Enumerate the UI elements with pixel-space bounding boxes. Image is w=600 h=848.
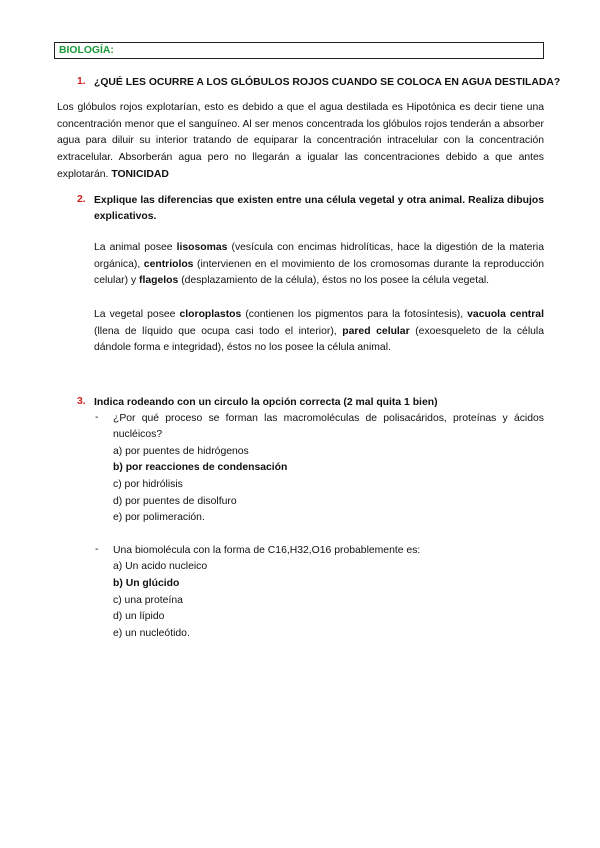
q2-animal-term-lisosomas: lisosomas: [176, 242, 228, 253]
q3-item1-dash: -: [95, 412, 99, 423]
q2-animal-paragraph: [94, 240, 544, 290]
q3-item2-question: Una biomolécula con la forma de C16,H32,O16 probablemente es:: [113, 545, 421, 556]
q2-vegetal-text-3: (llena de líquido que ocupa casi todo el interior),: [94, 325, 343, 337]
q3-item1-option-c[interactable]: c) por hidrólisis: [113, 479, 183, 490]
q2-title: Explique las diferencias que existen entre una célula vegetal y otra animal. Realiza dibujos explicativos.: [94, 195, 544, 222]
q3-item1-option-b[interactable]: b) por reacciones de condensación: [113, 462, 288, 473]
q2-vegetal-text-2: (contienen los pigmentos para la fotosíntesis),: [241, 309, 468, 320]
q3-item2-option-e[interactable]: e) un nucleótido.: [113, 628, 190, 639]
subject-title: BIOLOGÍA:: [59, 45, 114, 56]
q2-vegetal-text-4: (exoesqueleto de la célula dándole forma e integridad), éstos no los posee la célula animal.: [94, 325, 544, 354]
q2-vegetal-paragraph: [94, 307, 544, 357]
q3-item2-dash: -: [95, 544, 99, 555]
q3-item1-option-e[interactable]: e) por polimeración.: [113, 512, 205, 523]
q1-answer: [57, 100, 544, 184]
q3-number: 3.: [77, 396, 86, 407]
q2-animal-term-centriolos: centriolos: [143, 258, 194, 270]
q3-title: Indica rodeando con un circulo la opción correcta (2 mal quita 1 bien): [94, 397, 438, 408]
q3-item1-option-a[interactable]: a) por puentes de hidrógenos: [113, 446, 249, 457]
q2-animal-text-4: (desplazamiento de la célula), éstos no los posee la célula vegetal.: [178, 275, 490, 287]
subject-header: [54, 42, 544, 59]
q2-vegetal-term-cloroplastos: cloroplastos: [179, 309, 242, 320]
q2-animal-text-3: (intervienen en el movimiento de los cromosomas durante la reproducción celular) y: [94, 258, 544, 287]
q3-item2-option-c[interactable]: c) una proteína: [113, 595, 183, 606]
q3-item2-option-b[interactable]: b) Un glúcido: [113, 578, 180, 589]
q2-vegetal-text-1: La vegetal posee: [94, 309, 180, 320]
q1-number: 1.: [77, 76, 86, 87]
q3-item2-option-d[interactable]: d) un lípido: [113, 611, 165, 622]
q1-answer-keyword: TONICIDAD: [111, 168, 169, 180]
q2-vegetal-term-vacuola: vacuola central: [467, 309, 544, 320]
q2-animal-term-flagelos: flagelos: [139, 275, 179, 287]
q1-answer-text: Los glóbulos rojos explotarían, esto es debido a que el agua destilada es Hipotónica es decir tiene una concentración menor que el sanguíneo. Al ser menos concentrada los glóbulos rojos tenderán a absorber agua para diluir su interior tratando de equiparar la concentración intracelular con la concentración extracelular. Absorberán agua pero no llegarán a igualar las concentraciones debido a que antes explotarán.: [57, 102, 544, 180]
q3-item1-option-d[interactable]: d) por puentes de disolfuro: [113, 496, 237, 507]
q1-title: ¿QUÉ LES OCURRE A LOS GLÓBULOS ROJOS CUANDO SE COLOCA EN AGUA DESTILADA?: [94, 77, 561, 88]
q2-animal-text-2: (vesícula con encimas hidrolíticas, hace la digestión de la materia orgánica),: [94, 242, 544, 270]
q3-item2-option-a[interactable]: a) Un acido nucleico: [113, 561, 208, 572]
q2-number: 2.: [77, 194, 86, 205]
q2-animal-text-1: La animal posee: [94, 242, 177, 253]
q2-vegetal-term-pared: pared celular: [342, 325, 410, 337]
q3-item1-question: ¿Por qué proceso se forman las macromoléculas de polisacáridos, proteínas y ácidos nucléicos?: [113, 413, 544, 440]
